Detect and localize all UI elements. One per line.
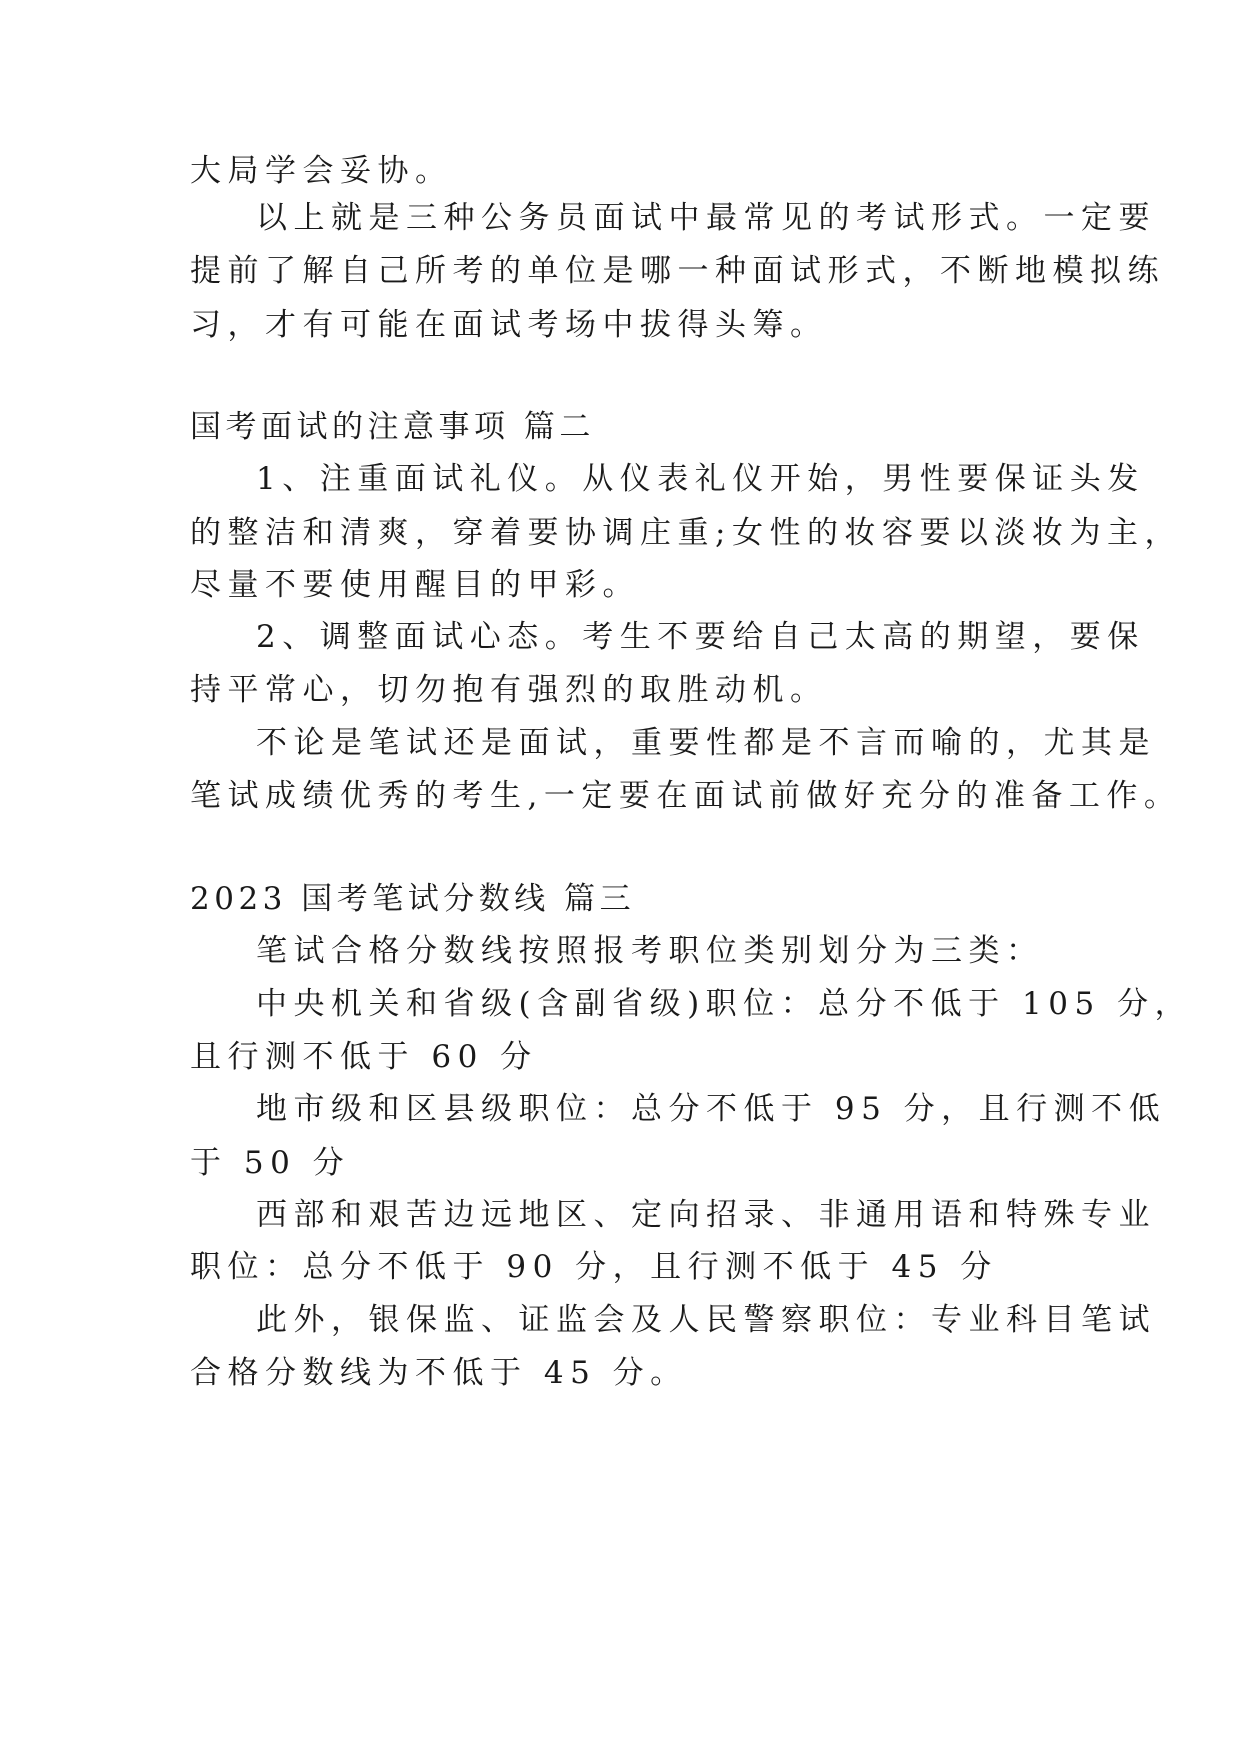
text-line: 合格分数线为不低于 45 分。 <box>190 1355 688 1391</box>
text-line: 提前了解自己所考的单位是哪一种面试形式，不断地模拟练 <box>190 253 1165 289</box>
text-line: 以上就是三种公务员面试中最常见的考试形式。一定要 <box>256 200 1156 236</box>
text-line: 不论是笔试还是面试，重要性都是不言而喻的，尤其是 <box>256 725 1156 761</box>
text-line: 2、调整面试心态。考生不要给自己太高的期望，要保 <box>256 619 1145 655</box>
text-line: 习，才有可能在面试考场中拔得头筹。 <box>190 307 828 343</box>
text-line: 大局学会妥协。 <box>190 153 453 189</box>
section-heading: 2023 国考笔试分数线 篇三 <box>190 881 636 917</box>
text-line: 且行测不低于 60 分 <box>190 1039 538 1075</box>
text-line: 持平常心，切勿抱有强烈的取胜动机。 <box>190 672 828 708</box>
text-line: 的整洁和清爽，穿着要协调庄重;女性的妆容要以淡妆为主， <box>190 515 1182 551</box>
text-line: 地市级和区县级职位：总分不低于 95 分，且行测不低 <box>256 1091 1167 1127</box>
text-line: 西部和艰苦边远地区、定向招录、非通用语和特殊专业 <box>256 1197 1156 1233</box>
section-heading: 国考面试的注意事项 篇二 <box>190 409 595 445</box>
text-line: 职位：总分不低于 90 分，且行测不低于 45 分 <box>190 1249 998 1285</box>
text-line: 尽量不要使用醒目的甲彩。 <box>190 567 640 603</box>
text-line: 此外，银保监、证监会及人民警察职位：专业科目笔试 <box>256 1302 1156 1338</box>
text-line: 笔试成绩优秀的考生,一定要在面试前做好充分的准备工作。 <box>190 778 1182 814</box>
text-line: 于 50 分 <box>190 1145 351 1181</box>
text-line: 1、注重面试礼仪。从仪表礼仪开始，男性要保证头发 <box>256 461 1145 497</box>
text-line: 中央机关和省级(含副省级)职位：总分不低于 105 分， <box>256 986 1193 1022</box>
text-line: 笔试合格分数线按照报考职位类别划分为三类： <box>256 933 1044 969</box>
